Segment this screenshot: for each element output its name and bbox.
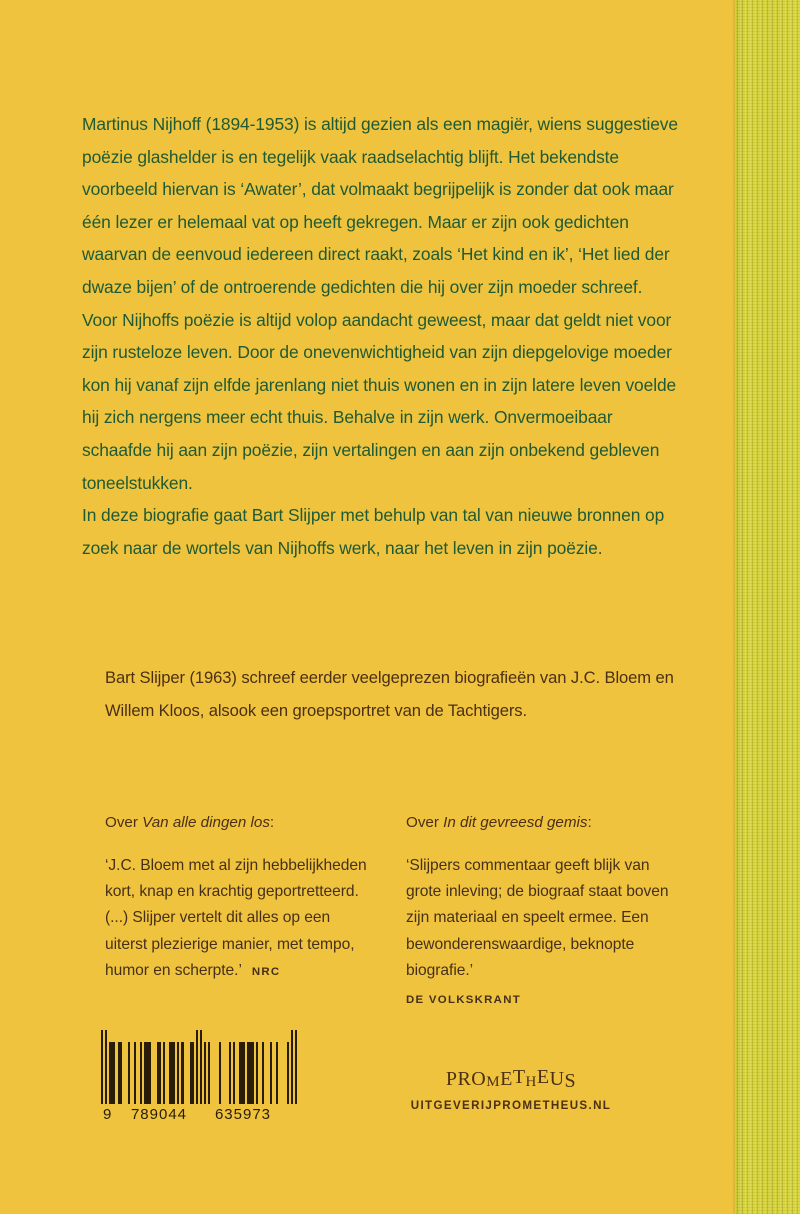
press-quote-book-title: Van alle dingen los bbox=[142, 814, 270, 831]
press-quote-text: ‘J.C. Bloem met al zijn hebbelijkheden kort, knap en krachtig geportretteerd. (...) Slijper vertelt dit alles op een uiterst plezierige manier, met tempo, humor en scherpte.’ bbox=[105, 857, 367, 979]
press-quote-book-title: In dit gevreesd gemis bbox=[443, 814, 588, 831]
barcode-digits bbox=[101, 1106, 297, 1123]
publisher-url[interactable]: UITGEVERIJPROMETHEUS.NL bbox=[410, 1099, 612, 1112]
press-quote-heading-suffix: : bbox=[587, 814, 592, 831]
logo-letter: R bbox=[457, 1068, 472, 1090]
press-quote-heading-suffix: : bbox=[269, 814, 275, 831]
press-quote-body-wrap bbox=[105, 853, 370, 985]
press-quote-heading bbox=[105, 812, 370, 833]
isbn-barcode bbox=[101, 1030, 297, 1123]
press-quote-heading-prefix: Over bbox=[406, 814, 444, 831]
publisher-block bbox=[396, 1068, 626, 1112]
blurb-paragraph-2: Voor Nijhoffs poëzie is altijd volop aandacht geweest, maar dat geldt niet voor zijn rusteloze leven. Door de onevenwichtigheid van zijn diepgelovige moeder kon hij vanaf zijn elfde jarenlang niet thuis wonen en in zijn latere leven voelde hij zich nergens meer echt thuis. Behalve in zijn werk. Onvermoeibaar schaafde hij aan zijn poëzie, zijn vertalingen en aan zijn onbekend gebleven toneelstukken. bbox=[82, 309, 677, 493]
prometheus-logo bbox=[396, 1068, 626, 1091]
blurb-paragraph-1: Martinus Nijhoff (1894-1953) is altijd gezien als een magiër, wiens suggestieve poëzie glashelder is en tegelijk vaak raadselachtig blijft. Het bekendste voorbeeld hiervan is ‘Awater’, dat volmaakt begrijpelijk is zonder dat ook maar één lezer er helemaal vat op heeft gekregen. Maar er zijn ook gedichten waarvan de eenvoud iedereen direct raakt, zoals ‘Het kind en ik’, ‘Het lied der dwaze bijen’ of de ontroerende gedichten die hij over zijn moeder schreef. bbox=[82, 114, 678, 297]
barcode-bar bbox=[210, 1042, 218, 1104]
press-quote-heading bbox=[406, 812, 671, 833]
logo-letter: O bbox=[471, 1068, 487, 1090]
logo-letter: T bbox=[512, 1066, 526, 1088]
spine-texture-strip bbox=[735, 0, 800, 1214]
logo-letter: M bbox=[486, 1074, 501, 1090]
barcode-digits-right: 635973 bbox=[214, 1106, 272, 1123]
logo-letter: E bbox=[500, 1068, 513, 1090]
press-quote-source: NRC bbox=[251, 965, 281, 978]
logo-letter: E bbox=[536, 1066, 550, 1088]
barcode-bar bbox=[221, 1042, 229, 1104]
press-quote-volkskrant bbox=[406, 812, 671, 1013]
barcode-digit-first: 9 bbox=[103, 1106, 113, 1123]
cover-content bbox=[82, 0, 692, 1214]
press-quote-body-wrap bbox=[406, 853, 671, 1013]
logo-letter: S bbox=[564, 1070, 577, 1092]
press-quote-nrc bbox=[105, 812, 370, 1013]
press-quotes bbox=[105, 812, 695, 1013]
press-quote-text: ‘Slijpers commentaar geeft blijk van grote inleving; de biograaf staat boven zijn materiaal en speelt ermee. Een bewonderenswaardige, beknopte biografie.’ bbox=[406, 857, 669, 979]
blurb-paragraph-3: In deze biografie gaat Bart Slijper met behulp van tal van nieuwe bronnen op zoek naar de wortels van Nijhoffs werk, naar het leven in zijn poëzie. bbox=[82, 505, 665, 558]
book-blurb bbox=[82, 108, 682, 564]
logo-letter: P bbox=[445, 1068, 458, 1090]
barcode-bars bbox=[101, 1030, 297, 1104]
author-note bbox=[105, 662, 685, 727]
barcode-digits-left: 789044 bbox=[130, 1106, 188, 1123]
barcode-bar bbox=[295, 1030, 297, 1104]
barcode-bar bbox=[278, 1042, 286, 1104]
press-quote-source: DE VOLKSKRANT bbox=[406, 994, 521, 1007]
logo-letter: H bbox=[525, 1074, 537, 1090]
press-quote-heading-prefix: Over bbox=[105, 814, 143, 831]
logo-letter: U bbox=[549, 1068, 565, 1090]
author-note-text: Bart Slijper (1963) schreef eerder veelgeprezen biografieën van J.C. Bloem en Willem Kloos, alsook een groepsportret van de Tachtigers. bbox=[105, 668, 674, 720]
